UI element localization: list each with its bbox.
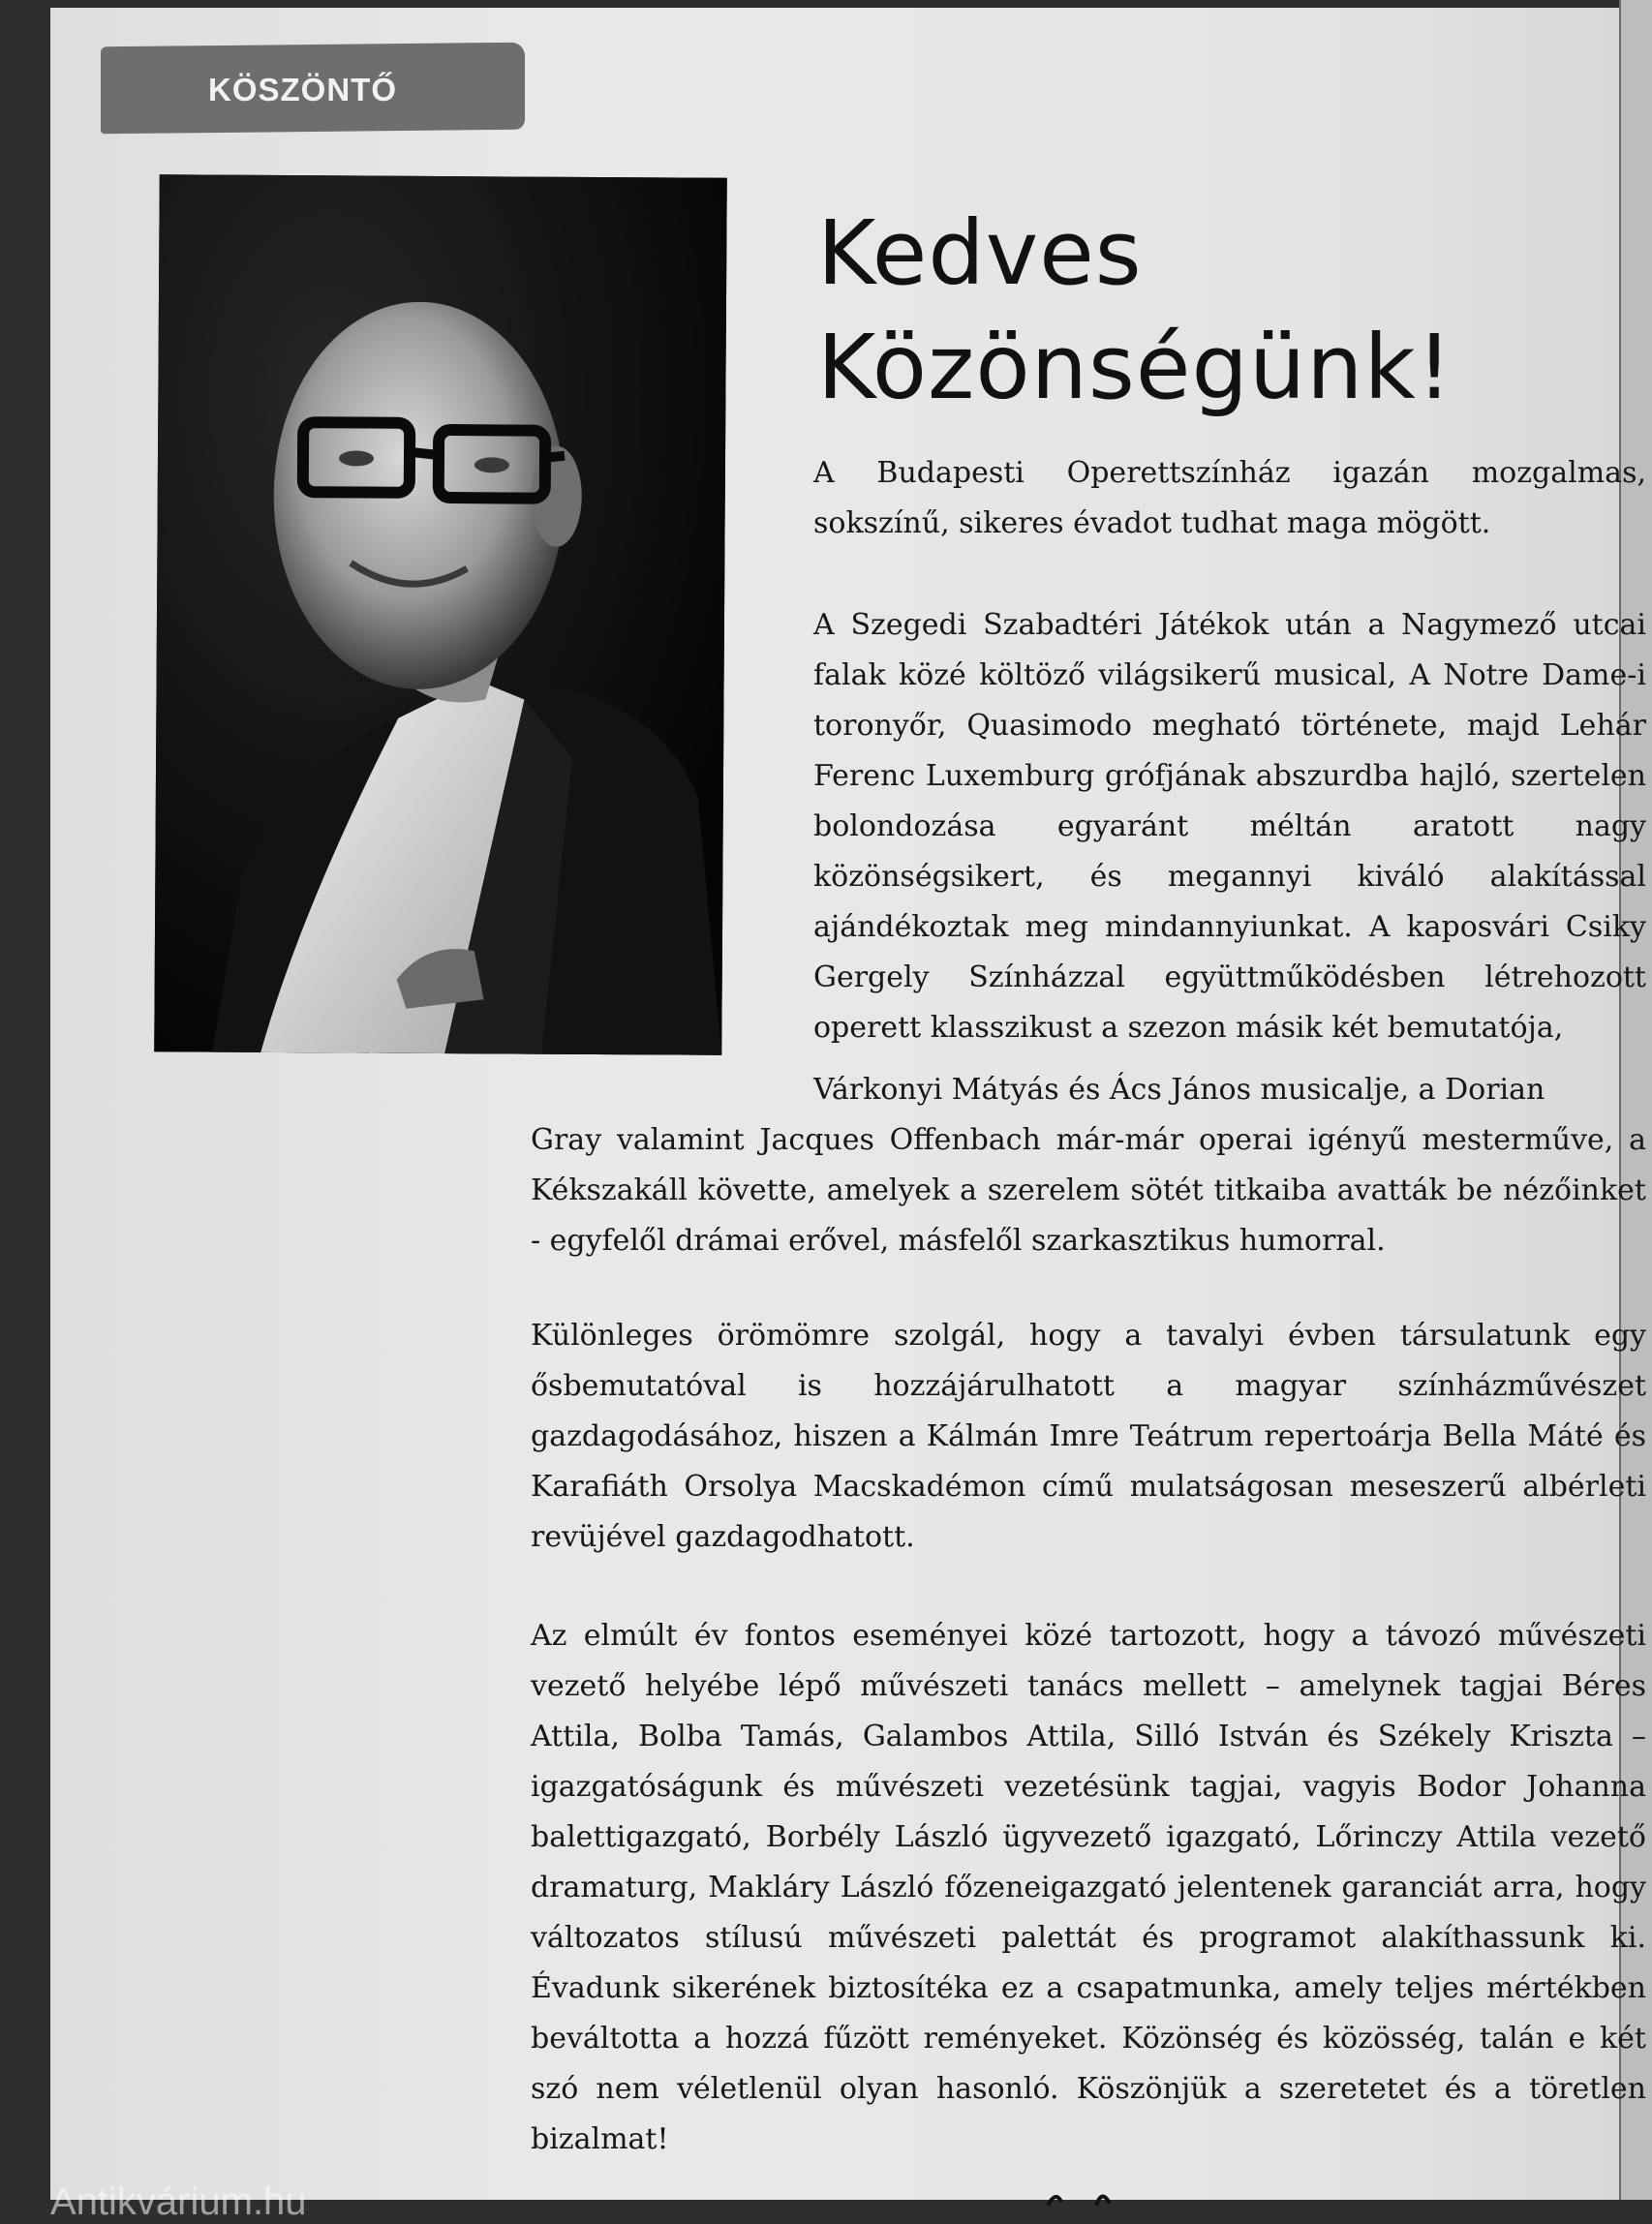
paragraph-1: A Budapesti Operettszínház igazán mozgalmas, sokszínű, sikeres évadot tudhat maga mögött. [813,456,1646,540]
paragraph-4: Az elmúlt év fontos eseményei közé tartozott, hogy a távozó művészeti vezető helyébe lépő művészeti tanács mellett – amelynek tagjai Béres Attila, Bolba Tamás, Galambos Attila, Silló István és Székely Kriszta – igazgatóságunk és művészeti vezetésünk tagjai, vagyis Bodor Johanna balettigazgató, Borbély László ügyvezető igazgató, Lőrinczy Attila vezető dramaturg, Makláry László főzeneigazgató jelentenek garanciát arra, hogy változatos stílusú művészeti palettát és programot alakíthassunk ki. Évadunk sikerének biztosítéka ez a csapatmunka, amely teljes mértékben beváltotta a hozzá fűzött reményeket. Közönség és közösség, talán e két szó nem véletlenül olyan hasonló. Köszönjük a szeretetet és a töretlen bizalmat! [531,1619,1646,2156]
title-line-1: Kedves [817,201,1143,305]
bleed-through-text [1290,134,1306,202]
paragraph-3: Különleges örömömre szolgál, hogy a tavalyi évben társulatunk egy ősbemutatóval is hozzájárulhatott a magyar színházművészet gazdagodásához, hiszen a Kálmán Imre Teátrum repertoárja Bella Máté és Karafiáth Orsolya Macskadémon című mulatságosan meseszerű albérleti revüjével gazdagodhatott. [531,1319,1646,1554]
paragraph-2-wide: Gray valamint Jacques Offenbach már-már operai igényű mesterműve, a Kékszakáll követte, amelyek a szerelem sötét titkaiba avatták be nézőinket - egyfelől drámai erővel, másfelől szarkasztikus humorral. [531,1123,1646,1258]
portrait-icon [154,174,727,1055]
watermark: Antikvárium.hu [50,2180,307,2223]
portrait-photo [154,174,727,1055]
paragraph-2-narrow: A Szegedi Szabadtéri Játékok után a Nagymező utcai falak közé költöző világsikerű musical, A Notre Dame-i toronyőr, Quasimodo megható története, majd Lehár Ferenc Luxemburg grófjának abszurdba hajló, szertelen bolondozása egyaránt méltán aratott nagy közönségsikert, és megannyi kiváló alakítással ajándékoztak meg mindannyiunkat. A kaposvári Csiky Gergely Színházzal együttműködésben létrehozott operett klasszikust a szezon másik két bemutatója, [813,608,1646,1045]
page-title [817,197,1453,425]
signature-icon [1038,2184,1154,2208]
document-page [50,8,1646,2223]
paragraph-2-transition-line: Várkonyi Mátyás és Ács János musicalje, a Dorian [813,1073,1545,1107]
section-tag: KÖSZÖNTŐ [208,72,397,107]
title-line-2: Közönségünk! [817,316,1453,419]
